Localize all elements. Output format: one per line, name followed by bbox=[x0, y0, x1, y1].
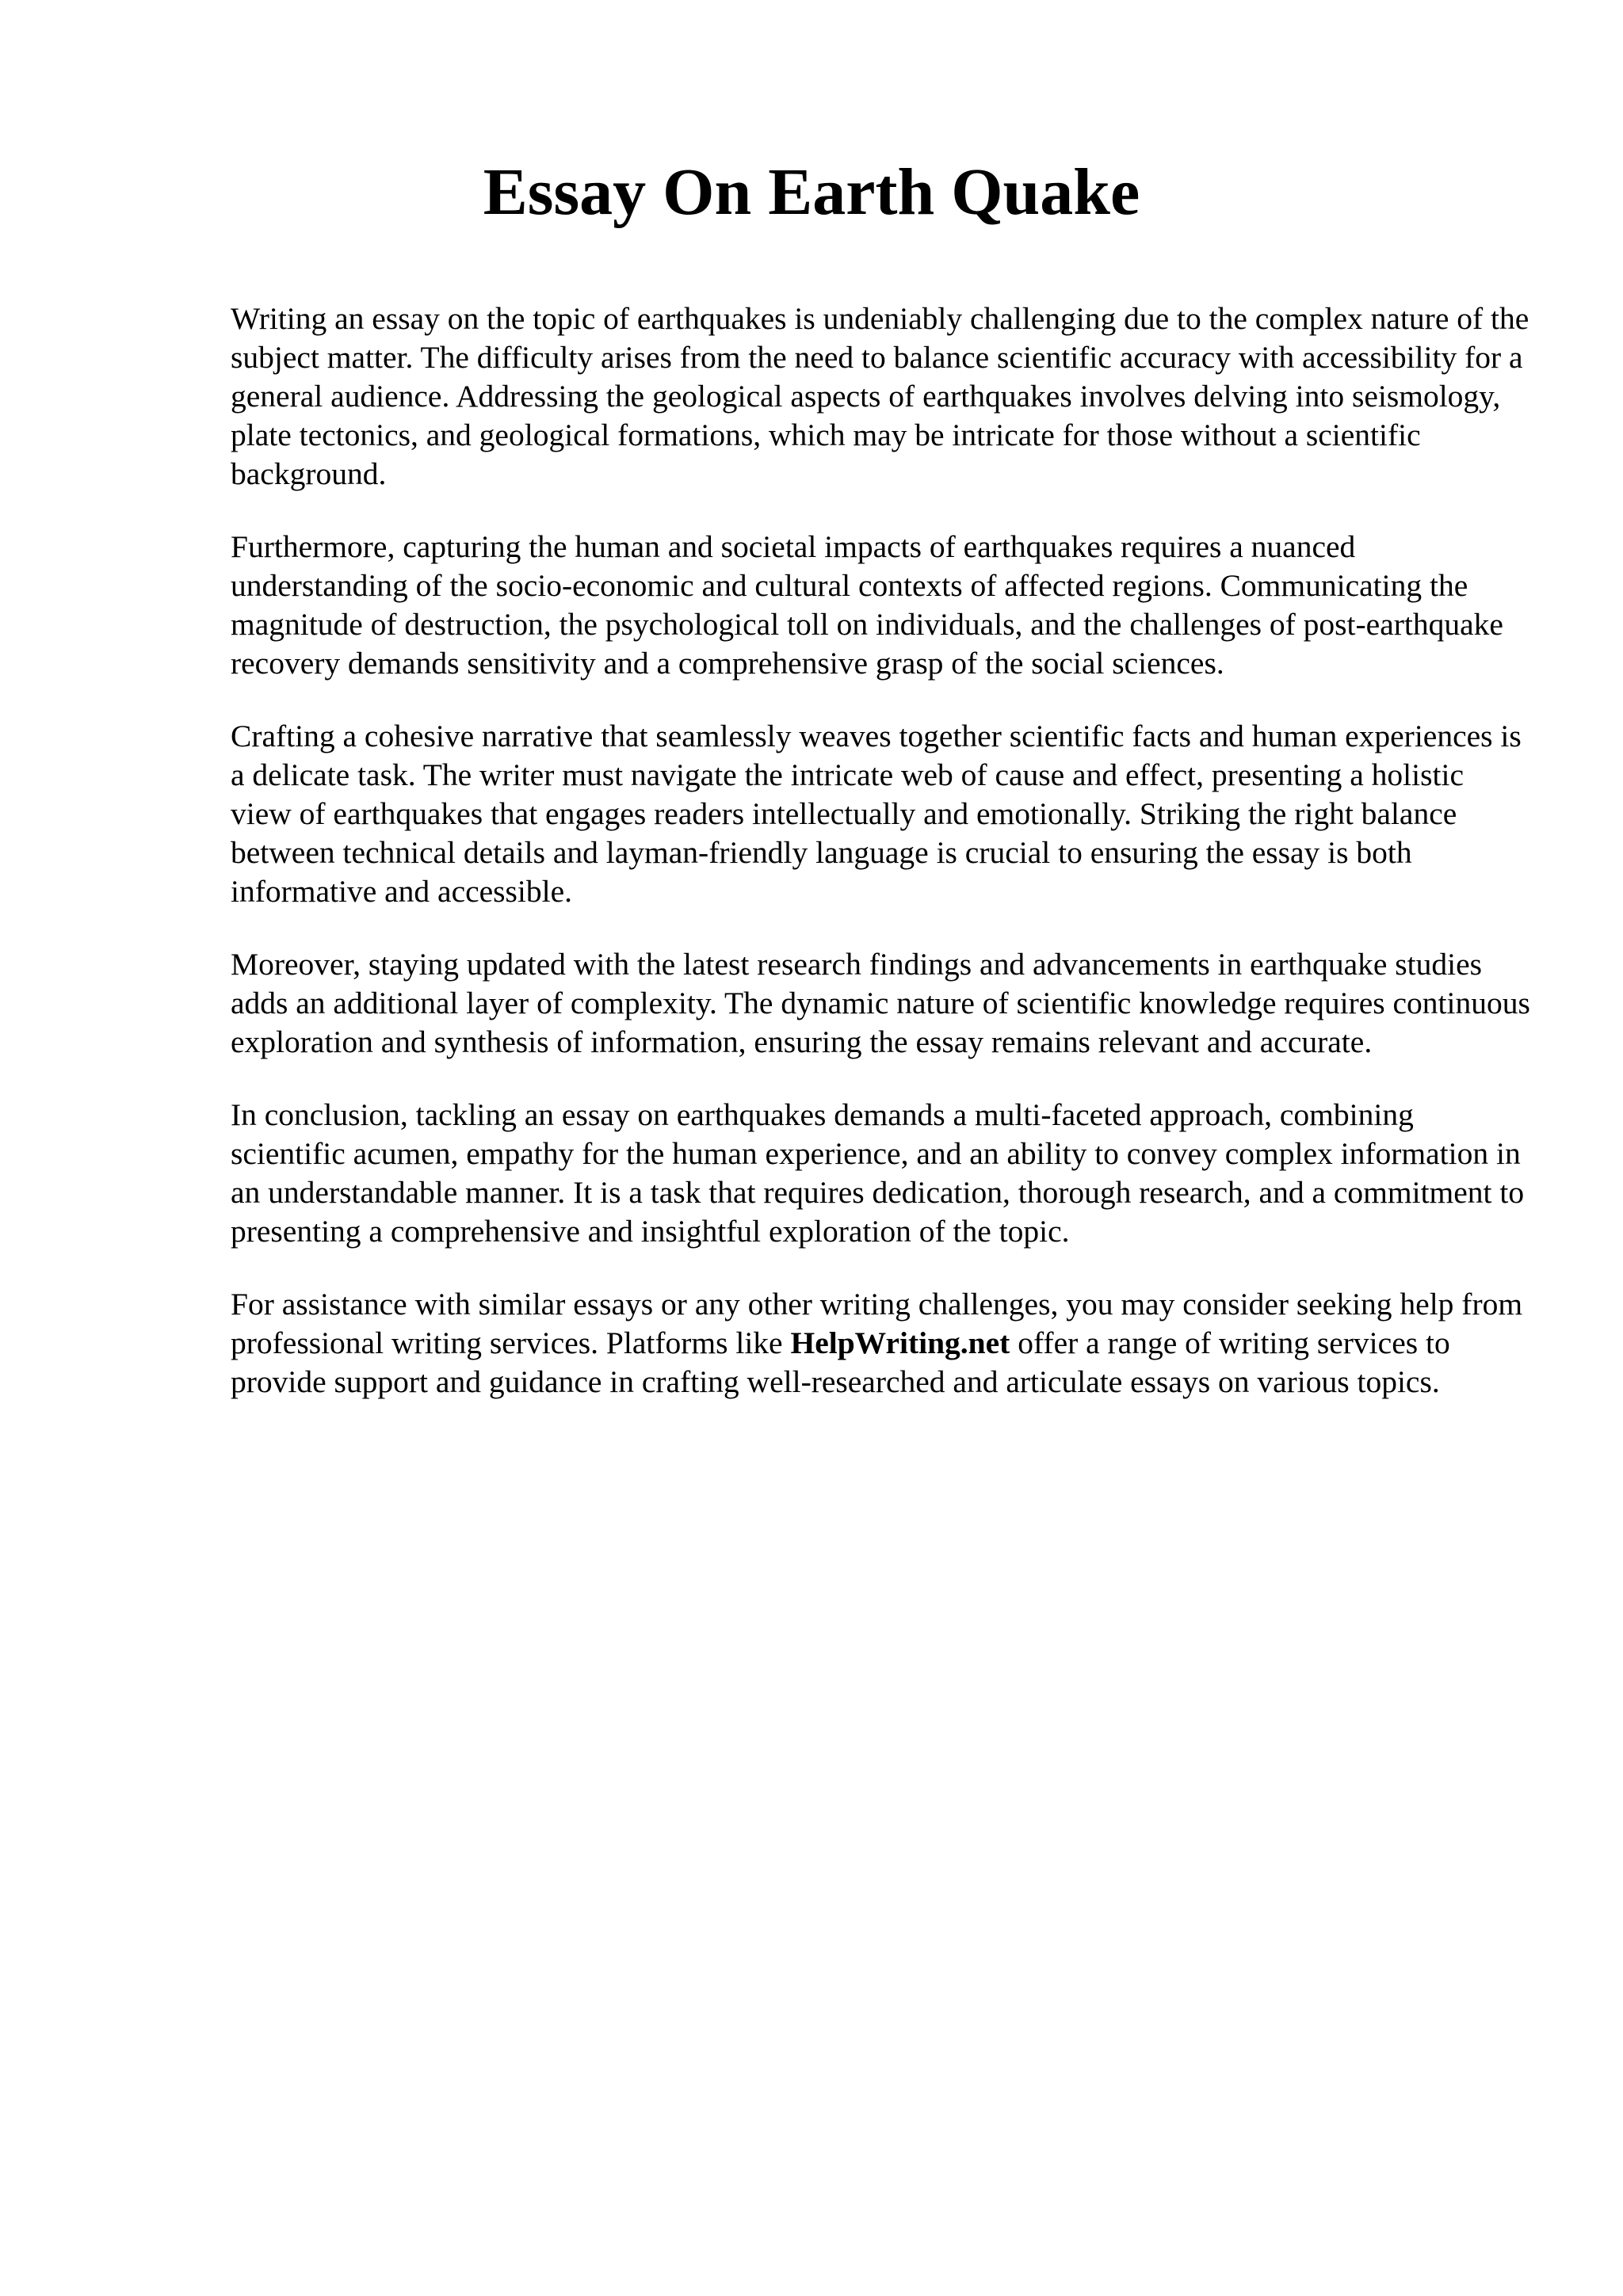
closing-paragraph bbox=[231, 1285, 1530, 1402]
paragraph-5: In conclusion, tackling an essay on earthquakes demands a multi-faceted approach, combining scientific acumen, empathy for the human experience, and an ability to convey complex information in an understandable manner. It is a task that requires dedication, thorough research, and a commitment to presenting a comprehensive and insightful exploration of the topic. bbox=[231, 1097, 1525, 1249]
paragraph-2: Furthermore, capturing the human and societal impacts of earthquakes requires a nuanced understanding of the socio-economic and cultural contexts of affected regions. Communicating the magnitude of destruction, the psychological toll on individuals, and the challenges of post-earthquake recovery demands sensitivity and a comprehensive grasp of the social sciences. bbox=[231, 529, 1503, 681]
paragraph-1: Writing an essay on the topic of earthquakes is undeniably challenging due to the complex nature of the subject matter. The difficulty arises from the need to balance scientific accuracy with accessibility for a general audience. Addressing the geological aspects of earthquakes involves delving into seismology, plate tectonics, and geological formations, which may be intricate for those without a scientific background. bbox=[231, 301, 1529, 491]
paragraph-3: Crafting a cohesive narrative that seamlessly weaves together scientific facts and human experiences is a delicate task. The writer must navigate the intricate web of cause and effect, presenting a holistic view of earthquakes that engages readers intellectually and emotionally. Striking the right balance between technical details and layman-friendly language is crucial to ensuring the essay is both informative and accessible. bbox=[231, 719, 1522, 909]
closing-text-after: offer a range of writing services to provide support and guidance in crafting well-researched and articulate essays on various topics. bbox=[231, 1325, 1450, 1399]
closing-text-before: For assistance with similar essays or any other writing challenges, you may consider seeking help from professional writing services. Platforms like bbox=[231, 1287, 1523, 1360]
helpwriting-brand-link[interactable]: HelpWriting.net bbox=[790, 1325, 1010, 1360]
page-title: Essay On Earth Quake bbox=[483, 155, 1140, 229]
essay-body bbox=[231, 299, 1530, 1436]
paragraph-4: Moreover, staying updated with the latest research findings and advancements in earthquake studies adds an additional layer of complexity. The dynamic nature of scientific knowledge requires continuous exploration and synthesis of information, ensuring the essay remains relevant and accurate. bbox=[231, 947, 1530, 1059]
